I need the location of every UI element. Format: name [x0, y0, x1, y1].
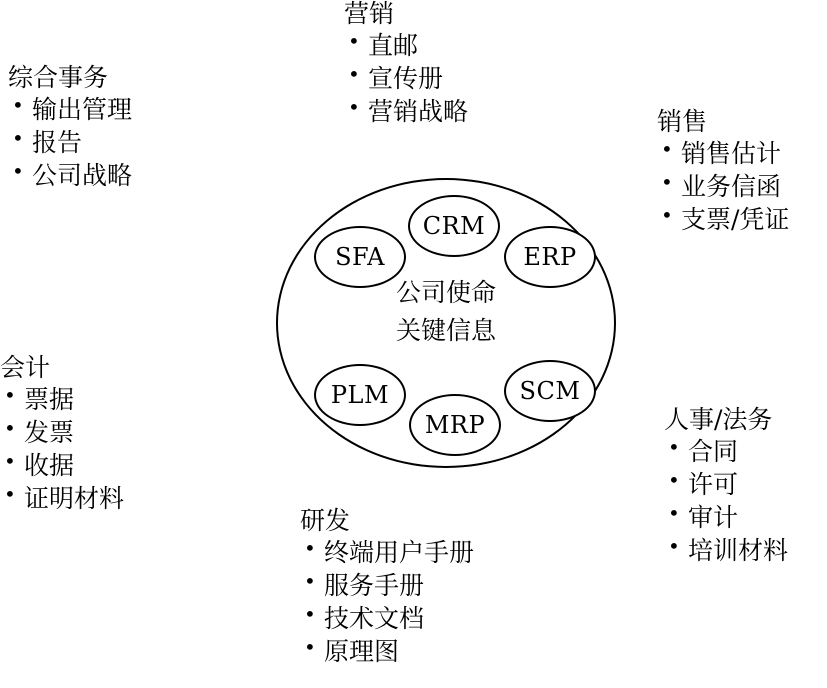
group-sales-title: 销售 — [657, 107, 708, 136]
list-item: • 证明材料 — [0, 482, 124, 515]
list-item: • 宣传册 — [344, 62, 468, 95]
list-item: • 终端用户手册 — [300, 536, 474, 569]
node-erp: ERP — [504, 226, 596, 288]
node-crm: CRM — [408, 195, 500, 257]
group-marketing-title: 营销 — [344, 0, 395, 28]
list-item: • 输出管理 — [8, 93, 132, 126]
list-item: • 直邮 — [344, 29, 468, 62]
list-item: • 技术文档 — [300, 602, 474, 635]
group-sales — [657, 106, 789, 236]
group-hr-legal — [664, 404, 788, 567]
node-mrp: MRP — [409, 394, 501, 456]
list-item: • 收据 — [0, 449, 124, 482]
list-item: • 销售估计 — [657, 137, 789, 170]
group-general-affairs — [8, 62, 132, 192]
group-accounting-list — [0, 383, 124, 515]
node-sfa: SFA — [314, 226, 406, 288]
list-item: • 许可 — [664, 468, 788, 501]
group-marketing-list — [344, 29, 468, 128]
group-sales-list — [657, 137, 789, 236]
group-rd-title: 研发 — [300, 506, 351, 535]
list-item: • 合同 — [664, 435, 788, 468]
group-hr-legal-title: 人事/法务 — [664, 405, 773, 434]
list-item: • 报告 — [8, 126, 132, 159]
list-item: • 业务信函 — [657, 170, 789, 203]
list-item: • 发票 — [0, 416, 124, 449]
list-item: • 服务手册 — [300, 569, 474, 602]
list-item: • 公司战略 — [8, 159, 132, 192]
list-item: • 原理图 — [300, 635, 474, 668]
group-marketing — [344, 0, 468, 128]
list-item: • 培训材料 — [664, 534, 788, 567]
list-item: • 营销战略 — [344, 95, 468, 128]
group-rd-list — [300, 536, 474, 668]
list-item: • 票据 — [0, 383, 124, 416]
group-accounting — [0, 352, 124, 515]
group-rd — [300, 505, 474, 668]
node-scm: SCM — [504, 360, 596, 422]
list-item: • 审计 — [664, 501, 788, 534]
group-hr-legal-list — [664, 435, 788, 567]
group-general-affairs-list — [8, 93, 132, 192]
node-plm: PLM — [314, 364, 406, 426]
list-item: • 支票/凭证 — [657, 203, 789, 236]
central-diagram — [276, 178, 616, 468]
group-general-affairs-title: 综合事务 — [8, 63, 109, 92]
group-accounting-title: 会计 — [0, 353, 51, 382]
center-label-line-2: 关键信息 — [395, 315, 496, 345]
center-label-line-1: 公司使命 — [395, 278, 496, 307]
